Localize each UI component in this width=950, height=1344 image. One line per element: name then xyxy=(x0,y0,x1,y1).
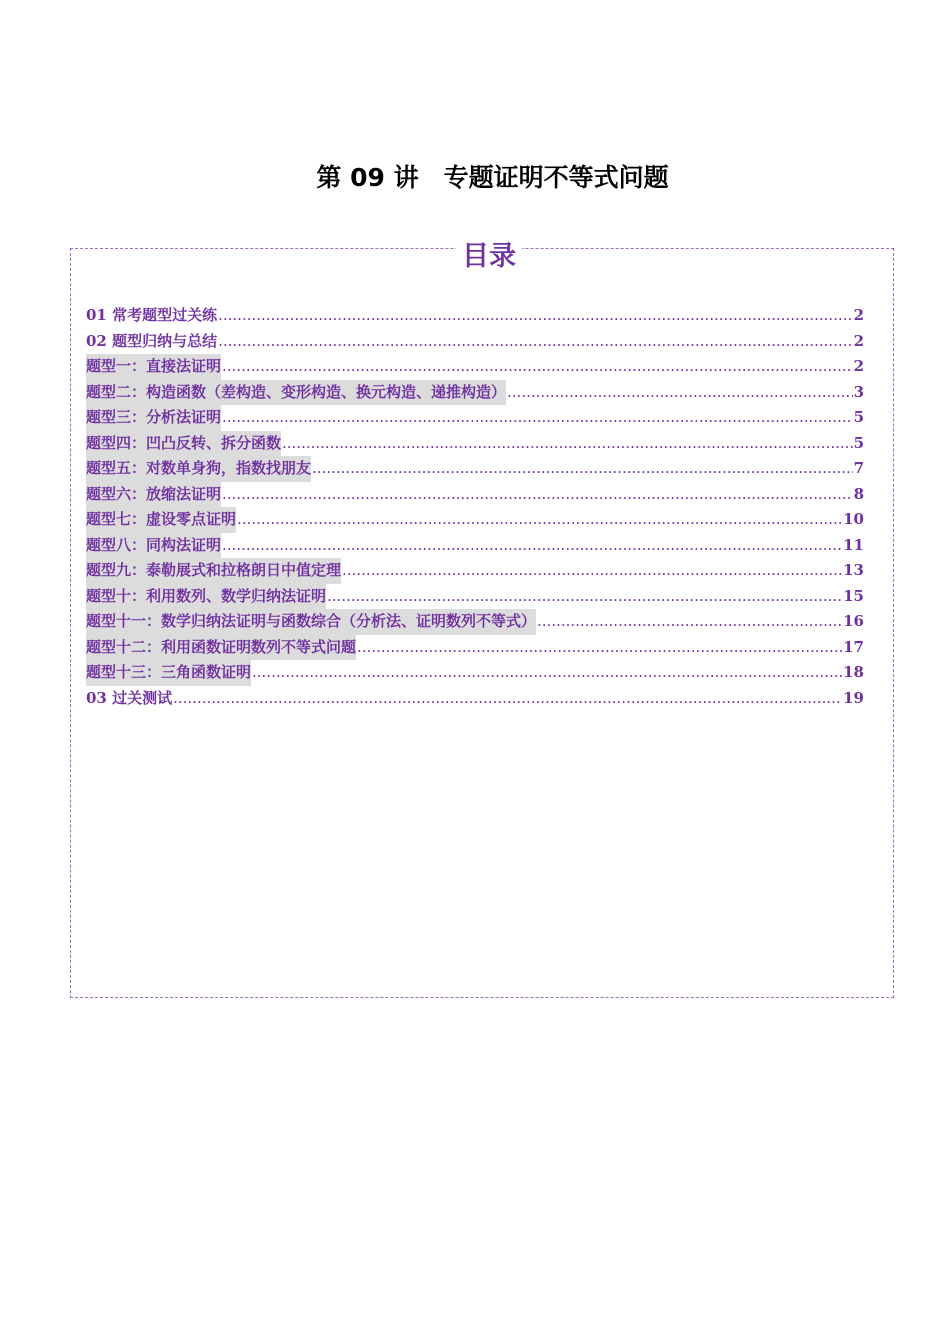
toc-entry-text: 题型七：虚设零点证明 xyxy=(86,507,236,533)
toc-dot-leader xyxy=(222,354,853,380)
toc-page-number: 2 xyxy=(853,357,864,375)
toc-entry[interactable] xyxy=(86,558,864,584)
toc-page-number: 5 xyxy=(853,408,864,426)
toc-entry-text: 题型四：凹凸反转、拆分函数 xyxy=(86,431,281,457)
toc-page-number: 5 xyxy=(853,433,864,452)
toc-page-number: 19 xyxy=(843,688,864,707)
toc-entry[interactable] xyxy=(86,686,864,712)
toc-entry[interactable] xyxy=(86,584,864,610)
toc-dot-leader xyxy=(342,558,842,584)
toc-page-number: 11 xyxy=(843,535,864,554)
toc-entry-text: 题型十三：三角函数证明 xyxy=(86,660,251,686)
toc-entry-text: 题型八：同构法证明 xyxy=(86,533,221,559)
toc-page-number: 18 xyxy=(843,663,864,681)
toc-entry-text: 题型二：构造函数（差构造、变形构造、换元构造、递推构造） xyxy=(86,380,506,406)
toc-entry-text: 题型六：放缩法证明 xyxy=(86,482,221,508)
toc-entry[interactable] xyxy=(86,329,864,355)
toc-dot-leader xyxy=(222,482,853,508)
toc-page-number: 16 xyxy=(843,612,864,630)
toc-page-number: 15 xyxy=(843,586,864,605)
toc-entry[interactable] xyxy=(86,660,864,686)
toc-dot-leader xyxy=(237,507,842,533)
toc-entry[interactable] xyxy=(86,431,864,457)
toc-page-number: 3 xyxy=(853,382,864,401)
toc-entry-text: 题型一：直接法证明 xyxy=(86,354,221,380)
toc-entry-text: 题型十：利用数列、数学归纳法证明 xyxy=(86,584,326,610)
toc-dot-leader xyxy=(357,635,842,661)
toc-page-number: 17 xyxy=(843,637,864,656)
toc-entry-text: 题型十二：利用函数证明数列不等式问题 xyxy=(86,635,356,661)
toc-entry-text: 题型三：分析法证明 xyxy=(86,405,221,431)
toc-entry[interactable] xyxy=(86,507,864,533)
toc-dot-leader xyxy=(173,686,842,712)
toc-entry[interactable] xyxy=(86,380,864,406)
toc-entry[interactable] xyxy=(86,482,864,508)
toc-dot-leader xyxy=(218,303,852,329)
toc-entry[interactable] xyxy=(86,405,864,431)
toc-entry[interactable] xyxy=(86,609,864,635)
toc-page-number: 7 xyxy=(853,459,864,477)
toc-page-number: 2 xyxy=(853,306,864,324)
toc-dot-leader xyxy=(222,533,842,559)
toc-entry[interactable] xyxy=(86,533,864,559)
toc-dot-leader xyxy=(252,660,842,686)
toc-entry-text: 题型五：对数单身狗，指数找朋友 xyxy=(86,456,311,482)
page-title: 第 09 讲 专题证明不等式问题 xyxy=(316,163,669,192)
toc-dot-leader xyxy=(282,431,853,457)
toc-dot-leader xyxy=(507,380,853,406)
toc-page-number: 2 xyxy=(853,331,864,350)
toc-entry-text: 02 题型归纳与总结 xyxy=(86,331,218,350)
toc-entry[interactable] xyxy=(86,456,864,482)
toc-entry-text: 题型十一：数学归纳法证明与函数综合（分析法、证明数列不等式） xyxy=(86,609,536,635)
toc-page-number: 8 xyxy=(853,484,864,503)
toc-entry-text: 题型九：泰勒展式和拉格朗日中值定理 xyxy=(86,558,341,584)
toc-list xyxy=(86,303,864,711)
toc-dot-leader xyxy=(537,609,842,635)
toc-entry[interactable] xyxy=(86,635,864,661)
toc-heading: 目录 xyxy=(456,234,522,273)
toc-dot-leader xyxy=(312,456,853,482)
toc-entry-text: 01 常考题型过关练 xyxy=(86,306,218,324)
toc-page-number: 10 xyxy=(843,510,864,528)
toc-entry[interactable] xyxy=(86,354,864,380)
toc-dot-leader xyxy=(222,405,853,431)
toc-dot-leader xyxy=(218,329,852,355)
toc-page-number: 13 xyxy=(843,561,864,579)
toc-entry[interactable] xyxy=(86,303,864,329)
toc-dot-leader xyxy=(327,584,842,610)
toc-entry-text: 03 过关测试 xyxy=(86,688,173,707)
